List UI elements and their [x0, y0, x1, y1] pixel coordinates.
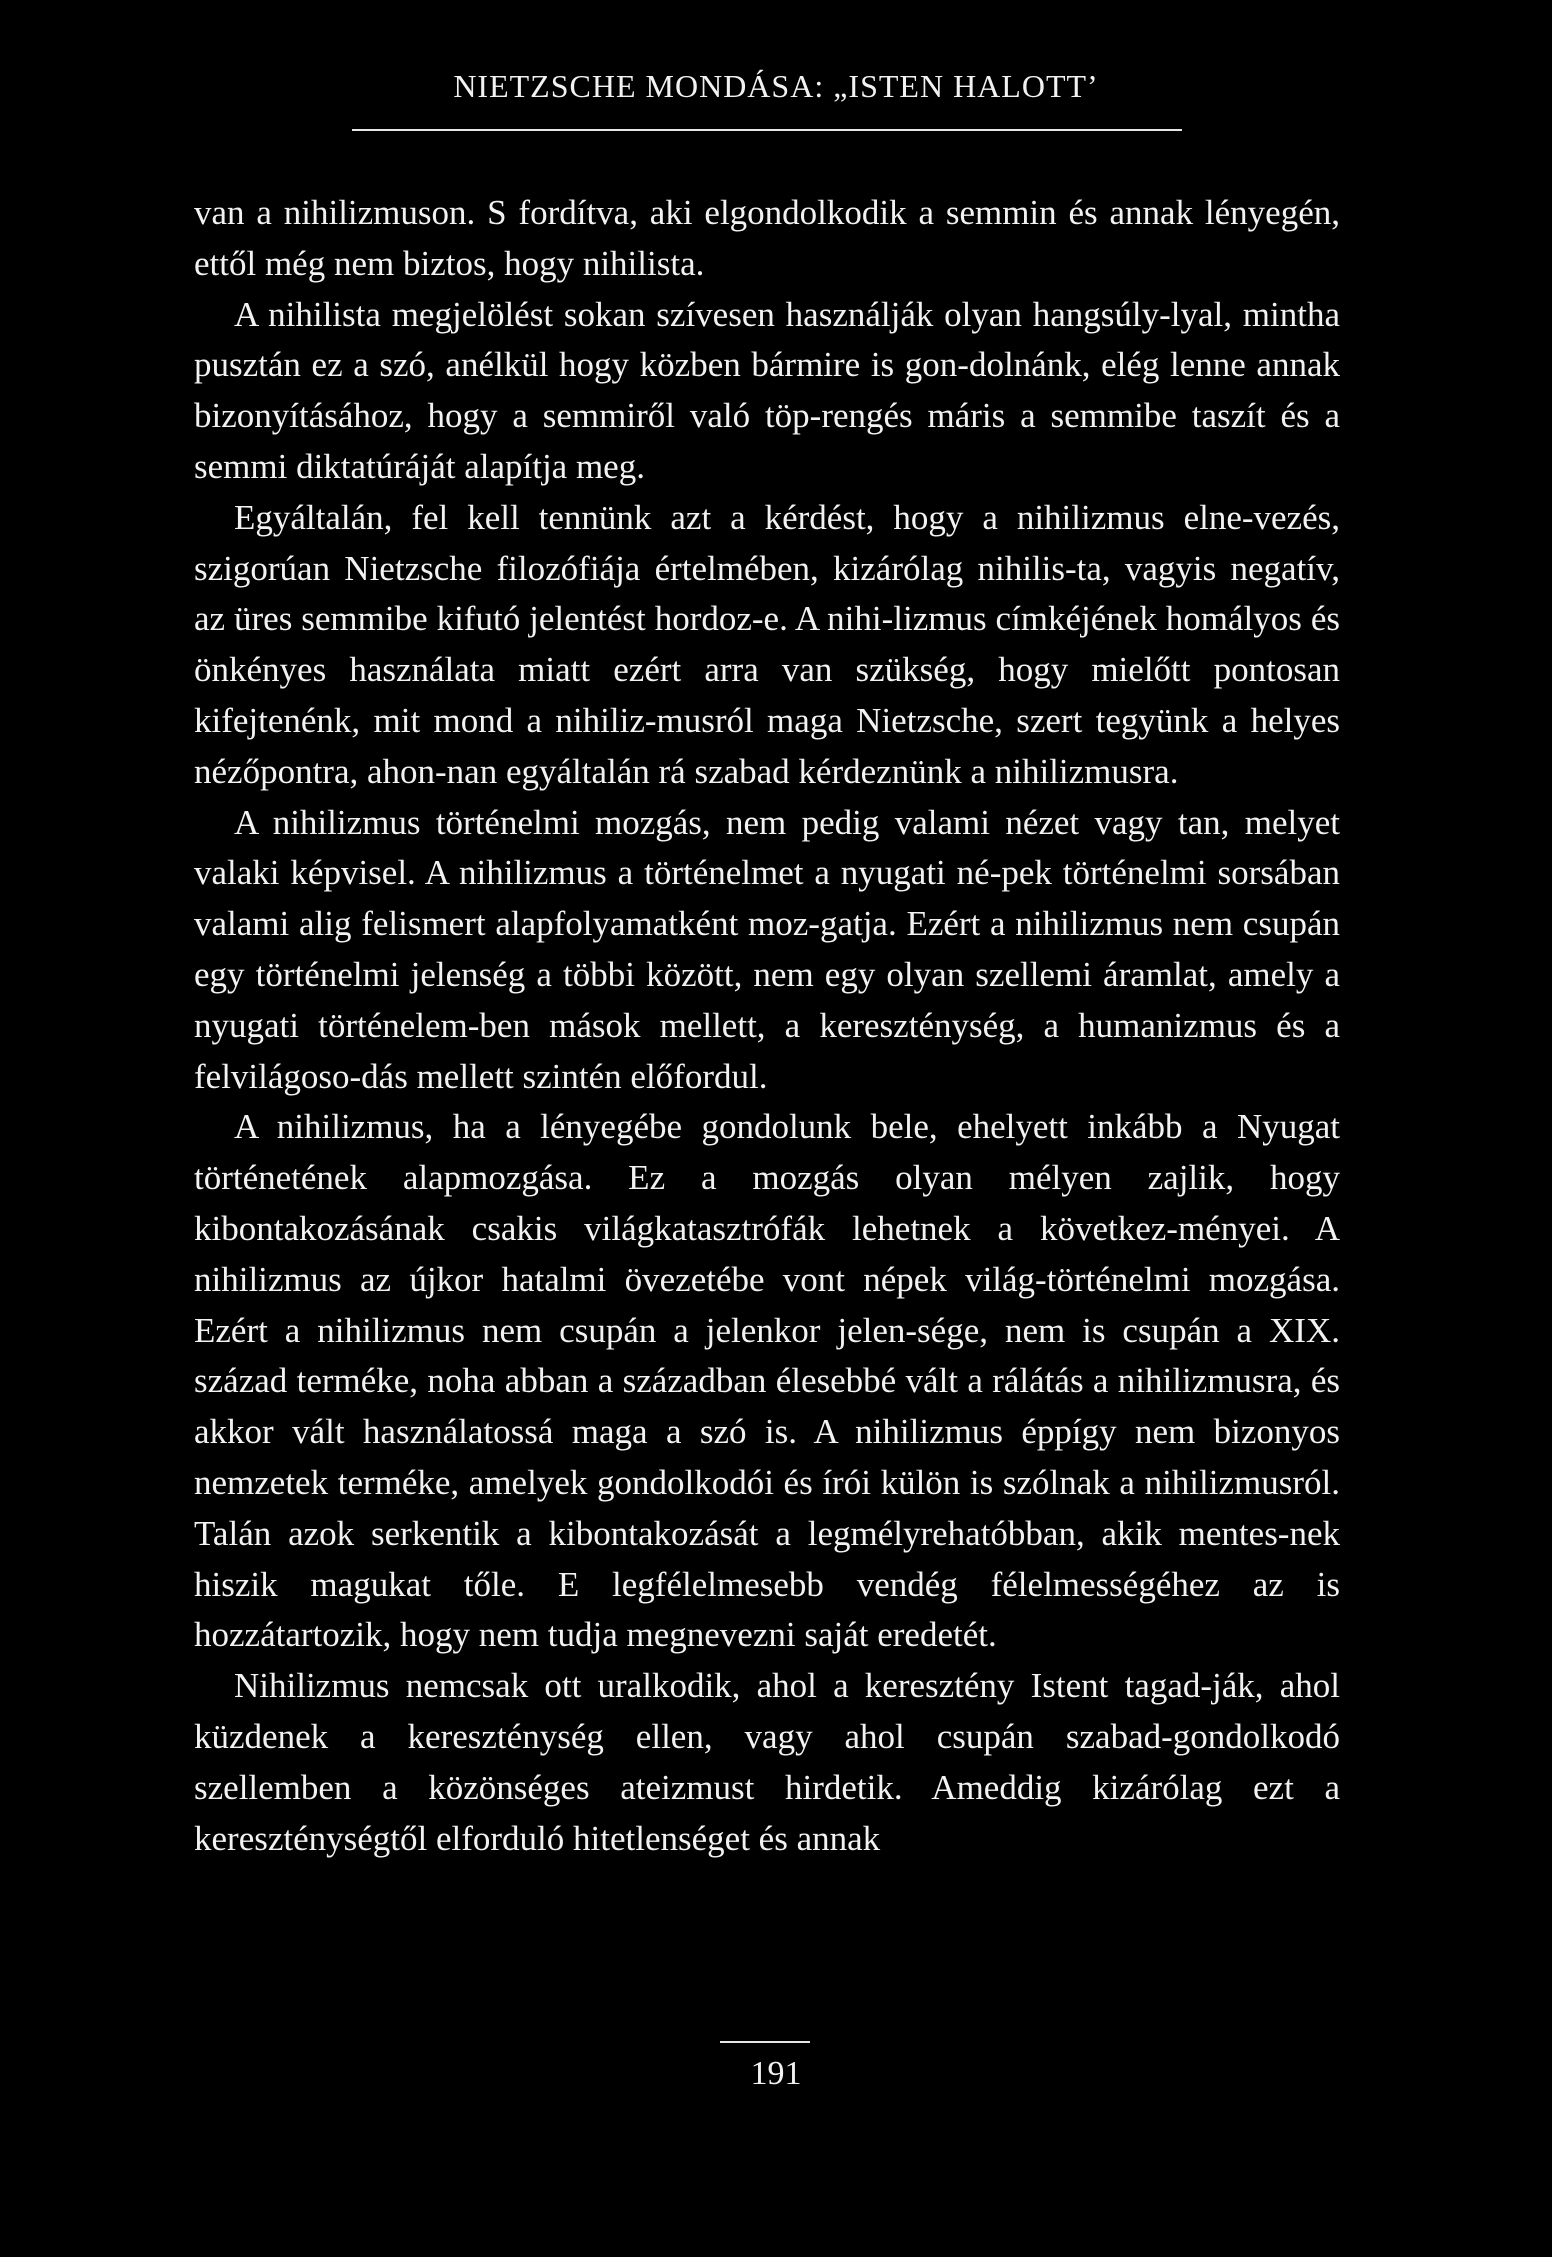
header-rule: [352, 129, 1182, 131]
paragraph: A nihilista megjelölést sokan szívesen használják olyan hangsúly-lyal, mintha pusztán ez a szó, anélkül hogy közben bármire is gon-dolnánk, elég lenne annak bizonyításához, hogy a semmiről való töp-rengés máris a semmibe taszít és a semmi diktatúráját alapítja meg.: [194, 294, 1340, 486]
paragraph: Egyáltalán, fel kell tennünk azt a kérdést, hogy a nihilizmus elne-vezés, szigorúan Nietzsche filozófiája értelmében, kizárólag nihilis-ta, vagyis negatív, az üres semmibe kifutó jelentést hordoz-e. A nihi-lizmus címkéjének homályos és önkényes használata miatt ezért arra van szükség, hogy mielőtt pontosan kifejtenénk, mit mond a nihiliz-musról maga Nietzsche, szert tegyünk a helyes nézőpontra, ahon-nan egyáltalán rá szabad kérdeznünk a nihilizmusra.: [194, 497, 1340, 791]
text-block: [194, 188, 1340, 1864]
paragraph: A nihilizmus történelmi mozgás, nem pedig valami nézet vagy tan, melyet valaki képvisel. A nihilizmus a történelmet a nyugati né-pek történelmi sorsában valami alig felismert alapfolyamatként moz-gatja. Ezért a nihilizmus nem csupán egy történelmi jelenség a többi között, nem egy olyan szellemi áramlat, amely a nyugati történelem-ben mások mellett, a kereszténység, a humanizmus és a felvilágoso-dás mellett szintén előfordul.: [194, 802, 1340, 1096]
footer-rule: [720, 2041, 810, 2043]
page-number: 191: [750, 2055, 802, 2092]
paragraph: Nihilizmus nemcsak ott uralkodik, ahol a keresztény Istent tagad-ják, ahol küzdenek a kereszténység ellen, vagy ahol csupán szabad-gondolkodó szellemben a közönséges ateizmust hirdetik. Ameddig kizárólag ezt a kereszténységtől elforduló hitetlenséget és annak: [194, 1666, 1340, 1858]
paragraph: A nihilizmus, ha a lényegébe gondolunk bele, ehelyett inkább a Nyugat történetének alapmozgása. Ez a mozgás olyan mélyen zajlik, hogy kibontakozásának csakis világkatasztrófák lehetnek a következ-ményei. A nihilizmus az újkor hatalmi övezetébe vont népek világ-történelmi mozgása. Ezért a nihilizmus nem csupán a jelenkor jelen-sége, nem is csupán a XIX. század terméke, noha abban a században élesebbé vált a rálátás a nihilizmusra, és akkor vált használatossá maga a szó is. A nihilizmus éppígy nem bizonyos nemzetek terméke, amelyek gondolkodói és írói külön is szólnak a nihilizmusról. Talán azok serkentik a kibontakozását a legmélyrehatóbban, akik mentes-nek hiszik magukat tőle. E legfélelmesebb vendég félelmességéhez az is hozzátartozik, hogy nem tudja megnevezni saját eredetét.: [194, 1107, 1340, 1655]
paragraph: van a nihilizmuson. S fordítva, aki elgondolkodik a semmin és annak lényegén, ettől még nem biztos, hogy nihilista.: [194, 193, 1340, 283]
running-head: NIETZSCHE MONDÁSA: „ISTEN HALOTT’: [453, 68, 1099, 104]
